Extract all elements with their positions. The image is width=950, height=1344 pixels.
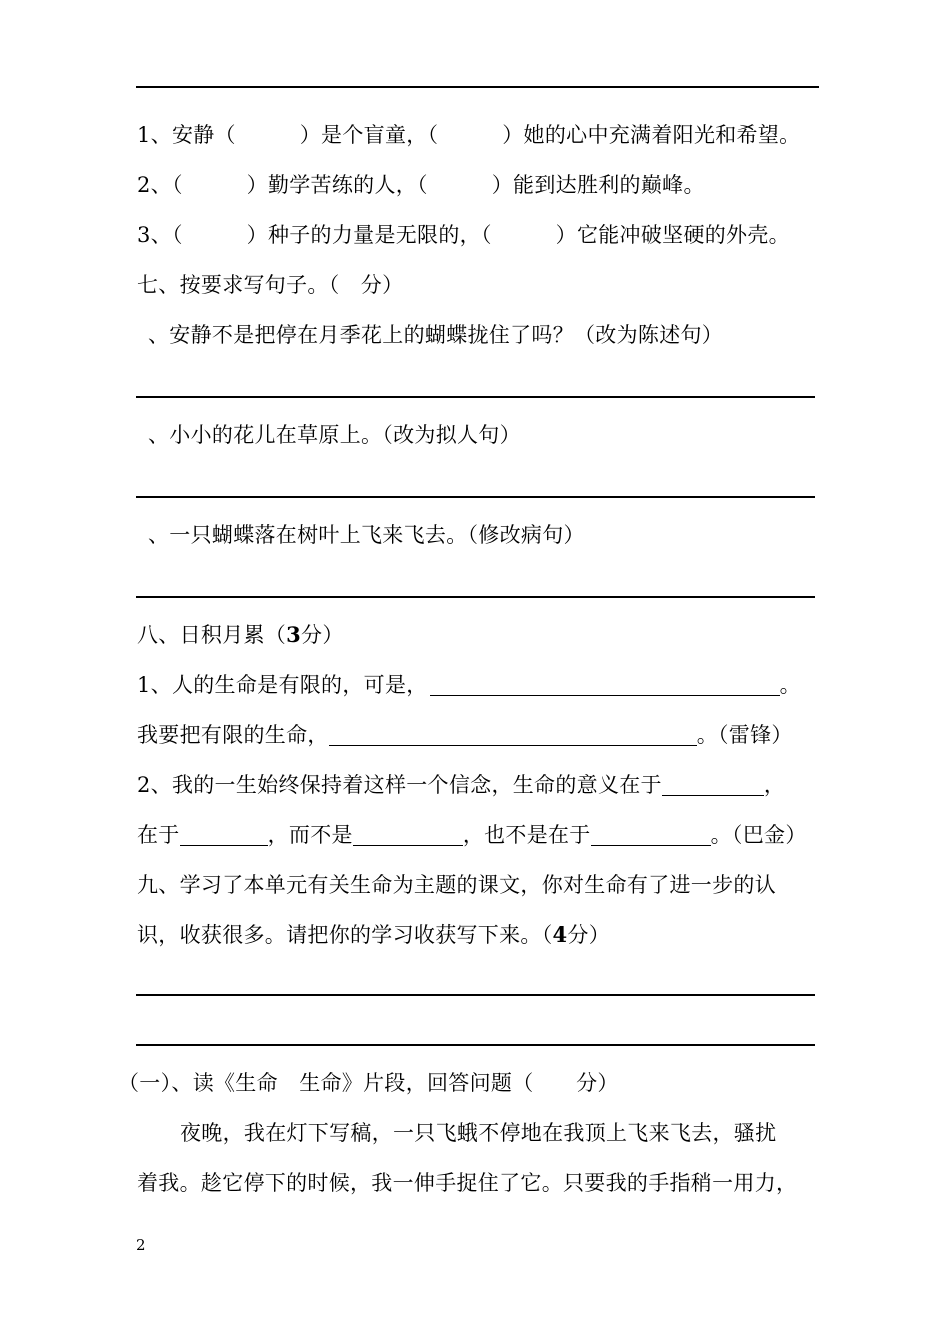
quote-2-line-2 (137, 820, 807, 850)
answer-line-3[interactable] (136, 596, 815, 598)
quote-2-blank-2[interactable] (180, 823, 268, 846)
answer-line-5[interactable] (136, 1044, 815, 1046)
section-9-text: 识，收获很多。请把你的学习收获写下来。（ (137, 923, 553, 947)
quote-2-text-b: ，而不是 (267, 823, 353, 847)
section-8-heading-text: 八、日积月累（ (137, 623, 287, 647)
quote-1-blank-2[interactable] (329, 723, 697, 746)
section-7-question-1: 、安静不是把停在月季花上的蝴蝶拢住了吗？（改为陈述句） (148, 323, 724, 347)
section-8-heading (137, 620, 344, 650)
answer-line-1[interactable] (136, 396, 815, 398)
section-8-heading-end: 分） (301, 623, 344, 647)
quote-2-text-c: ，也不是在于 (462, 823, 591, 847)
reading-section-heading: （一）、读《生命 生命》片段，回答问题（ 分） (118, 1071, 619, 1095)
page-number: 2 (136, 1236, 146, 1254)
quote-2-text: 2、我的一生始终保持着这样一个信念，生命的意义在于 (137, 773, 662, 797)
section-9-end: 分） (567, 923, 611, 947)
quote-2-blank-3[interactable] (353, 823, 463, 846)
quote-1-line-1 (137, 670, 801, 700)
reading-passage-line-1: 夜晚，我在灯下写稿，一只飞蛾不停地在我顶上飞来飞去，骚扰 (180, 1121, 777, 1145)
fill-in-item-2: 2、（ ）勤学苦练的人，（ ）能到达胜利的巅峰。 (137, 173, 705, 197)
quote-2-author: 。（巴金） (710, 823, 807, 847)
quote-1-text-2: 我要把有限的生命， (137, 723, 329, 747)
quote-1-line-2 (137, 720, 793, 750)
fill-in-item-3: 3、（ ）种子的力量是无限的，（ ）它能冲破坚硬的外壳。 (137, 223, 790, 247)
quote-1-end: 。 (779, 673, 801, 697)
section-9-heading-line-2 (137, 920, 610, 950)
quote-2-line-1 (137, 770, 785, 800)
section-7-question-2: 、小小的花儿在草原上。（改为拟人句） (148, 423, 521, 447)
header-rule (136, 86, 819, 88)
section-7-question-3: 、一只蝴蝶落在树叶上飞来飞去。（修改病句） (148, 523, 585, 547)
section-9-heading-line-1: 九、学习了本单元有关生命为主题的课文，你对生命有了进一步的认 (137, 873, 776, 897)
answer-line-4[interactable] (136, 994, 815, 996)
quote-1-blank-1[interactable] (430, 673, 780, 696)
section-7-heading: 七、按要求写句子。（ 分） (137, 273, 404, 297)
section-8-points: 3 (286, 622, 302, 647)
quote-1-text: 1、人的生命是有限的，可是， (137, 673, 428, 697)
quote-1-author: 。（雷锋） (696, 723, 793, 747)
fill-in-item-1: 1、安静（ ）是个盲童，（ ）她的心中充满着阳光和希望。 (137, 123, 801, 147)
answer-line-2[interactable] (136, 496, 815, 498)
reading-passage-line-2: 着我。趁它停下的时候，我一伸手捉住了它。只要我的手指稍一用力， (137, 1171, 798, 1195)
section-9-points: 4 (552, 922, 568, 947)
quote-2-text-a: 在于 (137, 823, 180, 847)
quote-2-comma: ， (763, 773, 786, 797)
quote-2-blank-1[interactable] (662, 773, 764, 796)
quote-2-blank-4[interactable] (591, 823, 711, 846)
